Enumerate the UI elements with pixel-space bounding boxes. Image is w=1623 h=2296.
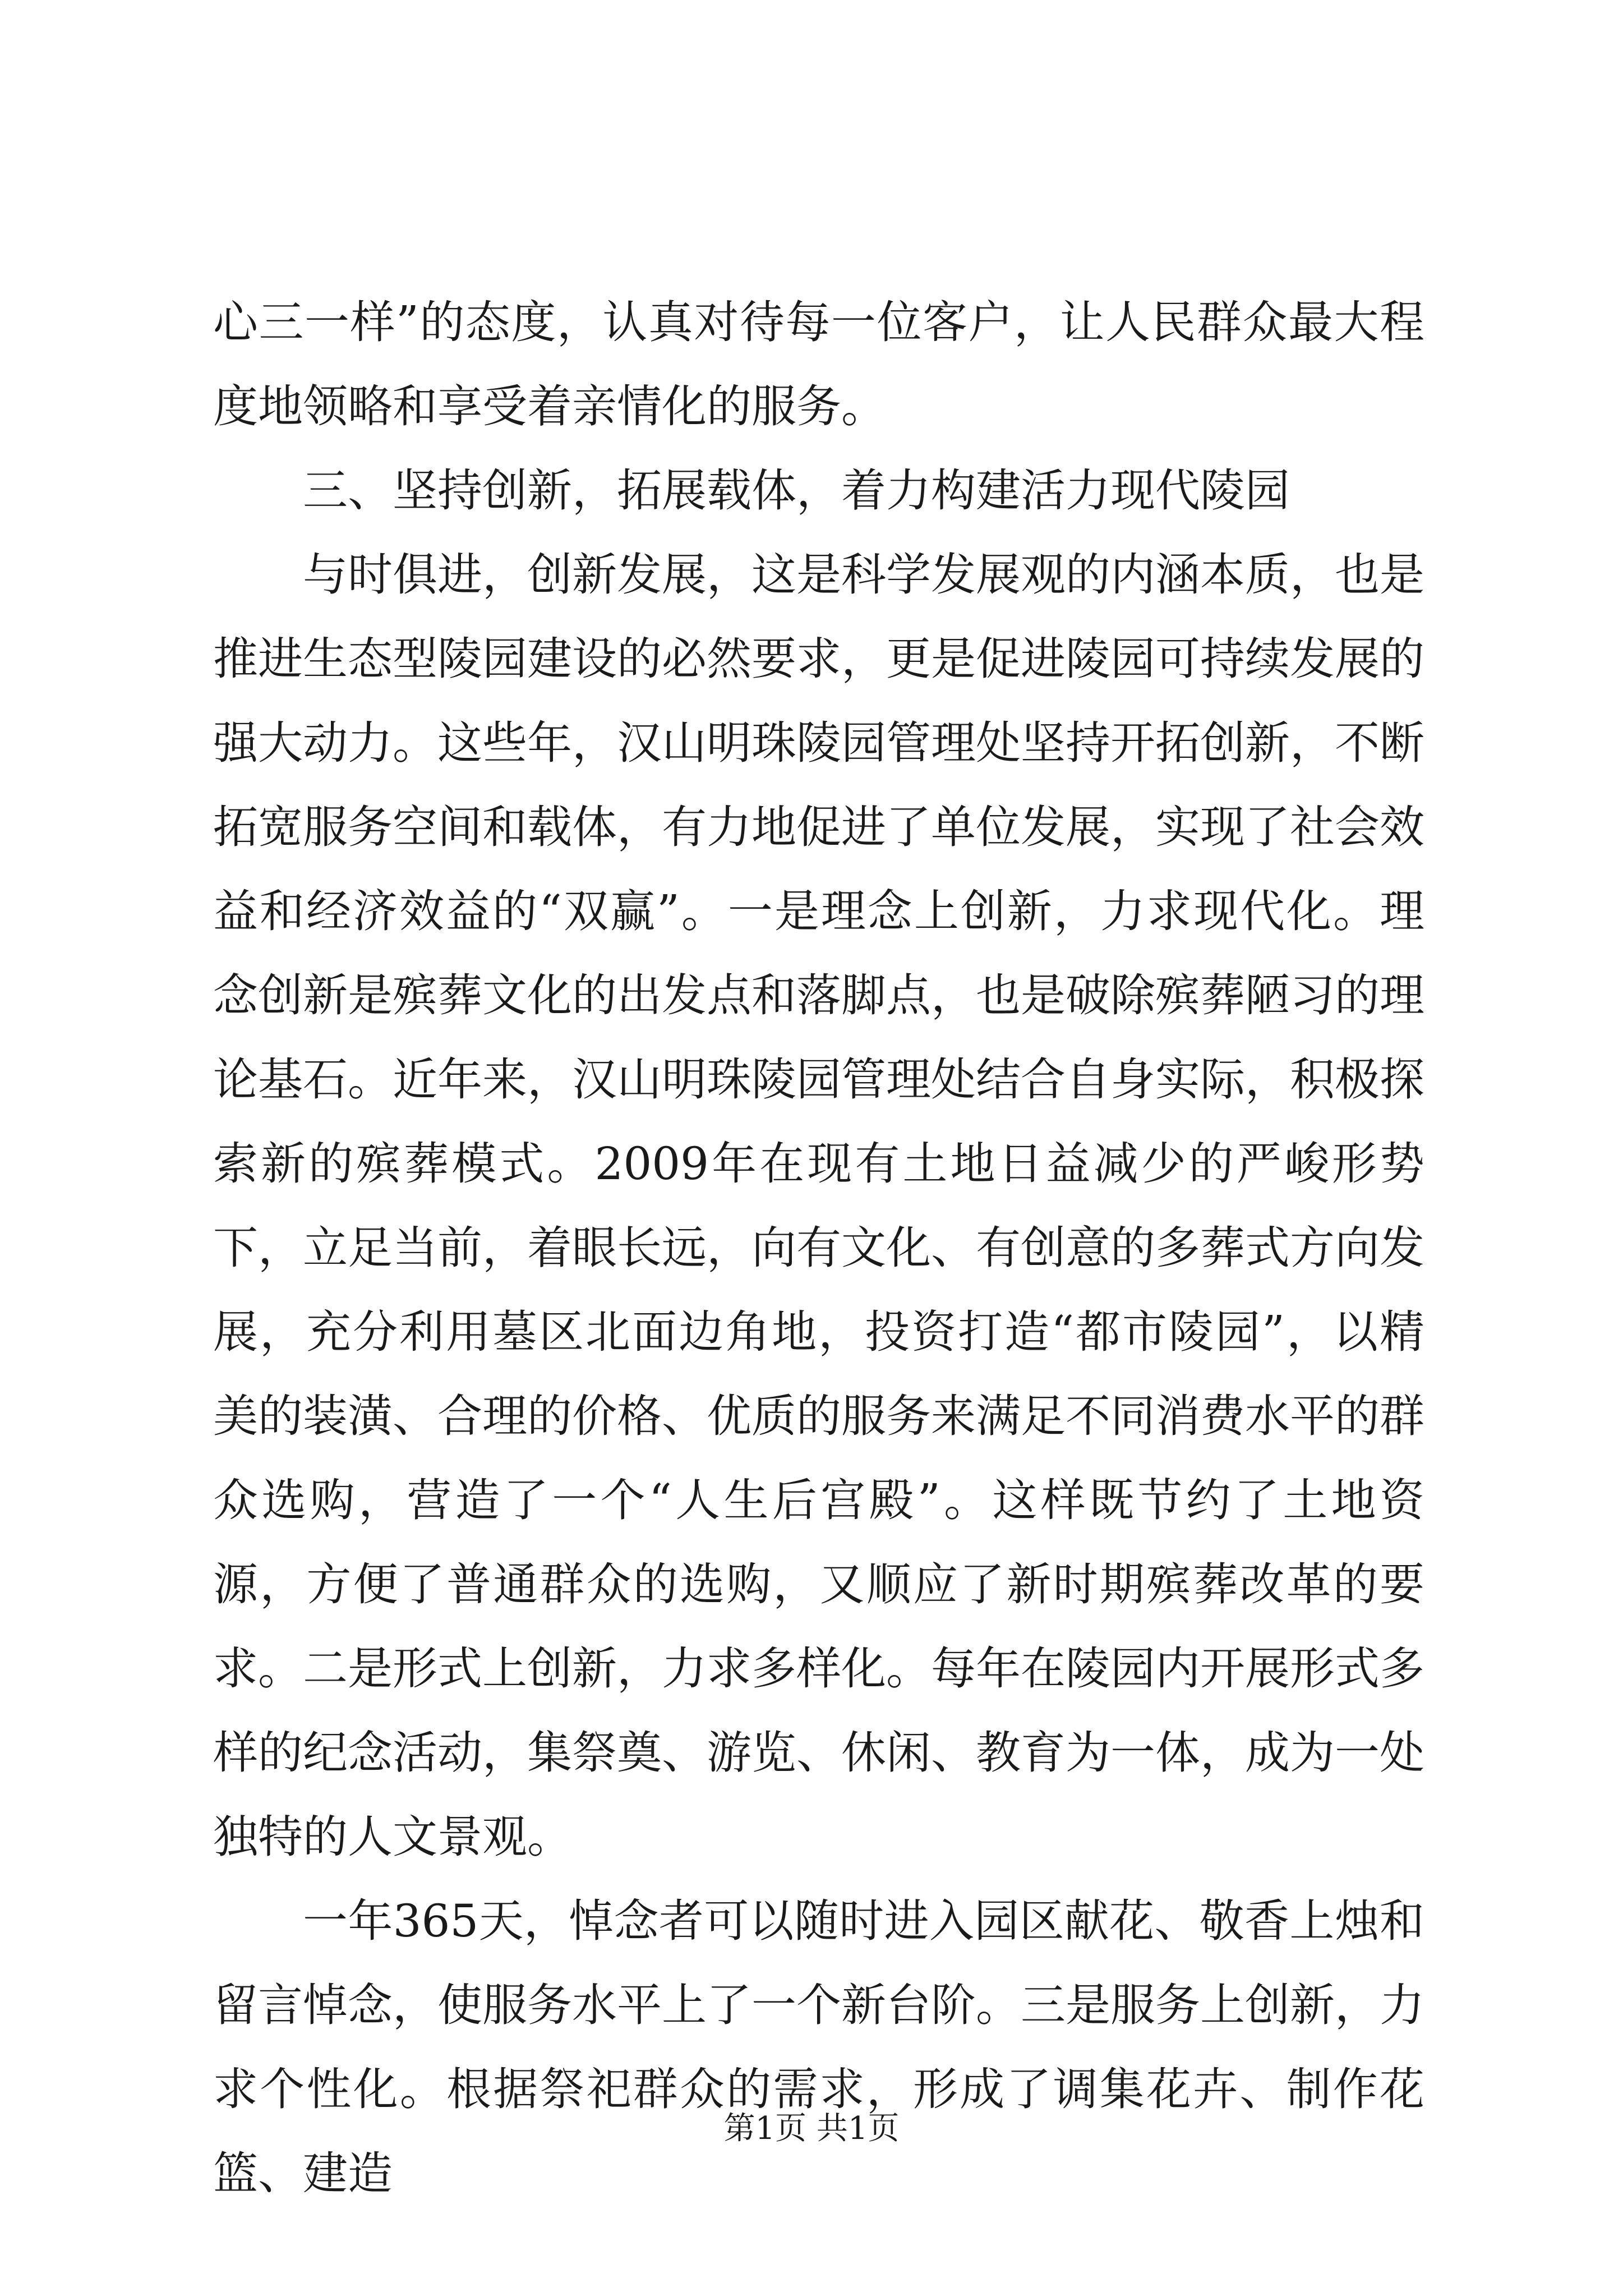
paragraph-service: 一年365天，悼念者可以随时进入园区献花、敬香上烛和留言悼念，使服务水平上了一个新台阶。三是服务上创新，力求个性化。根据祭祀群众的需求，形成了调集花卉、制作花篮、建造: [213, 1895, 1424, 2200]
page-footer: 第1页 共1页: [723, 2110, 900, 2147]
paragraph-continuation: 心三一样”的态度，认真对待每一位客户，让人民群众最大程度地领略和享受着亲情化的服务。: [213, 296, 1424, 432]
paragraph-innovation: 与时俱进，创新发展，这是科学发展观的内涵本质，也是推进生态型陵园建设的必然要求，更是促进陵园可持续发展的强大动力。这些年，汉山明珠陵园管理处坚持开拓创新，不断拓宽服务空间和载体，有力地促进了单位发展，实现了社会效益和经济效益的“双赢”。一是理念上创新，力求现代化。理念创新是殡葬文化的出发点和落脚点，也是破除殡葬陋习的理论基石。近年来，汉山明珠陵园管理处结合自身实际，积极探索新的殡葬模式。2009年在现有土地日益减少的严峻形势下，立足当前，着眼长远，向有文化、有创意的多葬式方向发展，充分利用墓区北面边角地，投资打造“都市陵园”，以精美的装潢、合理的价格、优质的服务来满足不同消费水平的群众选购，营造了一个“人生后宫殿”。这样既节约了土地资源，方便了普通群众的选购，又顺应了新时期殡葬改革的要求。二是形式上创新，力求多样化。每年在陵园内开展形式多样的纪念活动，集祭奠、游览、休闲、教育为一体，成为一处独特的人文景观。: [213, 549, 1424, 1863]
document-body: [213, 280, 1424, 2216]
section-heading: 三、坚持创新，拓展载体，着力构建活力现代陵园: [303, 464, 1290, 517]
